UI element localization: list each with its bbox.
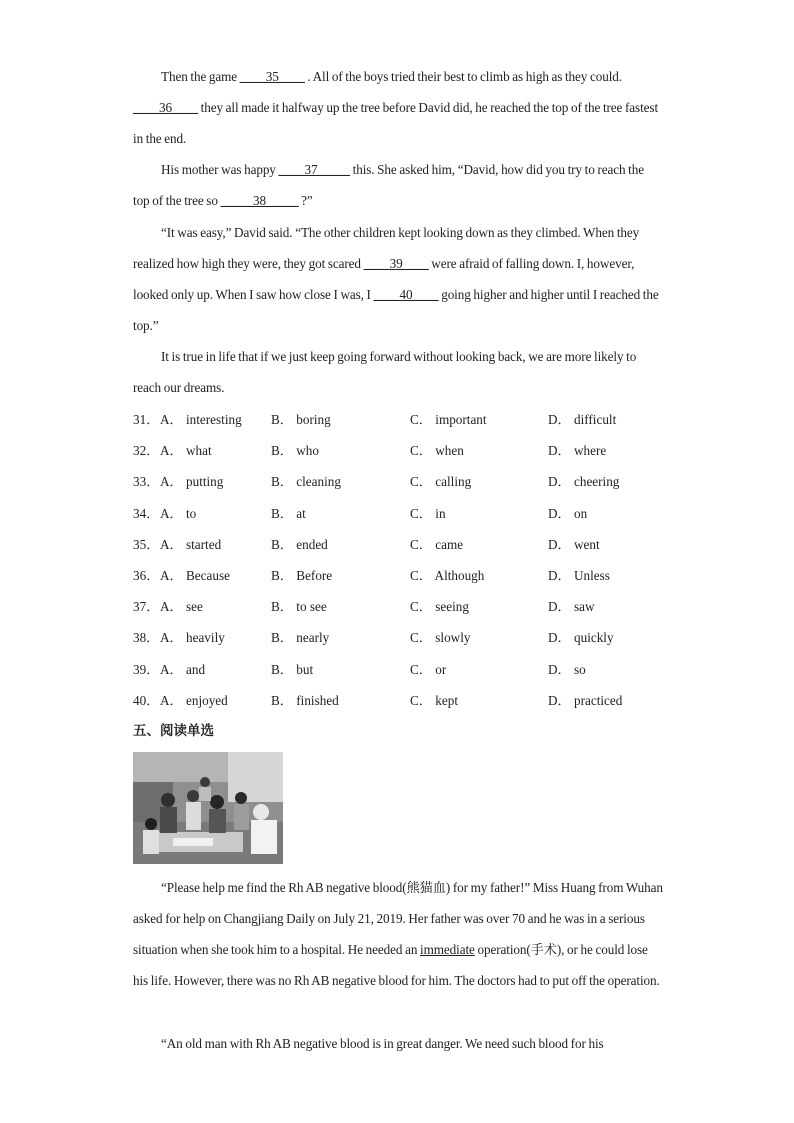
option-d: D． cheering bbox=[548, 474, 620, 490]
paragraph-mother bbox=[133, 154, 663, 216]
photo-image bbox=[133, 752, 283, 864]
question-number: 40． bbox=[133, 692, 160, 708]
question-number: 35． bbox=[133, 536, 160, 552]
option-c: C． calling bbox=[410, 474, 472, 490]
question-row bbox=[133, 498, 673, 529]
option-b: B． but bbox=[271, 661, 314, 677]
option-d: D． practiced bbox=[548, 692, 623, 708]
question-row bbox=[133, 622, 673, 653]
question-number: 31． bbox=[133, 412, 160, 427]
option-c: C． Although bbox=[410, 567, 485, 583]
underlined-word: immediate bbox=[420, 942, 475, 957]
option-b: B． at bbox=[271, 505, 306, 521]
option-b: B． Before bbox=[271, 567, 333, 583]
blank-35: ____35____ bbox=[239, 69, 305, 84]
text: they all made it halfway up the tree before David did, he reached the top of the tree fastest in the end. bbox=[133, 100, 659, 146]
question-row bbox=[133, 654, 673, 685]
option-d: D． where bbox=[548, 443, 607, 459]
question-number: 38． bbox=[133, 630, 160, 646]
blank-37: ____37_____ bbox=[278, 162, 350, 177]
paragraph-blood-request bbox=[133, 872, 663, 996]
option-c: C． important bbox=[410, 412, 487, 427]
blank-38: _____38_____ bbox=[220, 193, 299, 208]
text: operation(手术), or he could lose his life. However, there was no Rh AB negative blood for him. The doctors had to put off the operation. bbox=[133, 942, 660, 988]
option-d: D． saw bbox=[548, 599, 595, 615]
option-c: C． slowly bbox=[410, 630, 471, 646]
text: Then the game bbox=[161, 69, 240, 84]
text: going higher and higher until I reached the top.” bbox=[133, 287, 659, 333]
option-d: D． difficult bbox=[548, 412, 617, 427]
option-b: B． ended bbox=[271, 536, 328, 552]
option-b: B． finished bbox=[271, 692, 339, 708]
option-d: D． went bbox=[548, 536, 600, 552]
option-c: C． came bbox=[410, 536, 464, 552]
question-row bbox=[133, 529, 673, 560]
text: . All of the boys tried their best to climb as high as they could. bbox=[304, 69, 622, 84]
question-number: 36． bbox=[133, 567, 160, 583]
option-c: C． kept bbox=[410, 692, 458, 708]
option-c: C． in bbox=[410, 505, 446, 521]
option-b: B． boring bbox=[271, 412, 331, 427]
option-a: A． interesting bbox=[160, 412, 242, 427]
option-c: C． or bbox=[410, 661, 447, 677]
blank-39: ____39____ bbox=[363, 256, 429, 271]
option-a: A． Because bbox=[160, 567, 230, 583]
option-a: A． heavily bbox=[160, 630, 225, 646]
question-number: 33． bbox=[133, 474, 160, 490]
option-a: A． started bbox=[160, 536, 222, 552]
question-number: 39． bbox=[133, 661, 160, 677]
question-row bbox=[133, 591, 673, 622]
text: “It was easy,” David said. “The other children kept looking down as they climbed. When they realized how high they were, they got scared bbox=[133, 225, 640, 271]
text: were afraid of falling down. I, however, looked only up. When I saw how close I was, I bbox=[133, 256, 635, 302]
question-number: 34． bbox=[133, 505, 160, 521]
text: ?” bbox=[298, 193, 313, 208]
option-b: B． who bbox=[271, 443, 319, 459]
text: “Please help me find the Rh AB negative blood(熊猫血) for my father!” Miss Huang from Wuhan asked for help on Changjiang Daily on July 21, 2019. Her father was over 70 and he was in a serious situation when she took him to a hospital. He needed an bbox=[133, 880, 663, 957]
text: His mother was happy bbox=[161, 162, 279, 177]
blank-36: ____36____ bbox=[133, 100, 198, 115]
option-d: D． so bbox=[548, 661, 586, 677]
option-a: A． and bbox=[160, 661, 206, 677]
option-a: A． what bbox=[160, 443, 212, 459]
paragraph-game bbox=[133, 61, 663, 154]
option-b: B． nearly bbox=[271, 630, 330, 646]
question-number: 32． bbox=[133, 443, 160, 459]
option-d: D． Unless bbox=[548, 567, 610, 583]
option-d: D． on bbox=[548, 505, 588, 521]
option-c: C． when bbox=[410, 443, 464, 459]
news-photo bbox=[133, 752, 283, 864]
question-row bbox=[133, 466, 673, 497]
option-b: B． to see bbox=[271, 599, 327, 615]
paragraph-david bbox=[133, 217, 663, 341]
text: this. She asked him, “David, how did you try to reach the top of the tree so bbox=[133, 162, 644, 208]
option-b: B． cleaning bbox=[271, 474, 341, 490]
options-list bbox=[133, 404, 673, 716]
question-row bbox=[133, 435, 673, 466]
option-d: D． quickly bbox=[548, 630, 614, 646]
question-number: 37． bbox=[133, 599, 160, 615]
option-a: A． to bbox=[160, 505, 197, 521]
paragraph-conclusion: It is true in life that if we just keep going forward without looking back, we are more likely to reach our dreams. bbox=[133, 349, 637, 395]
option-a: A． putting bbox=[160, 474, 224, 490]
question-row bbox=[133, 560, 673, 591]
question-row bbox=[133, 685, 673, 716]
section-title: 五、阅读单选 bbox=[133, 723, 214, 739]
paragraph-old-man: “An old man with Rh AB negative blood is in great danger. We need such blood for his bbox=[161, 1036, 604, 1051]
option-c: C． seeing bbox=[410, 599, 469, 615]
blank-40: ____40____ bbox=[373, 287, 439, 302]
option-a: A． see bbox=[160, 599, 203, 615]
option-a: A． enjoyed bbox=[160, 692, 228, 708]
question-row bbox=[133, 404, 673, 435]
